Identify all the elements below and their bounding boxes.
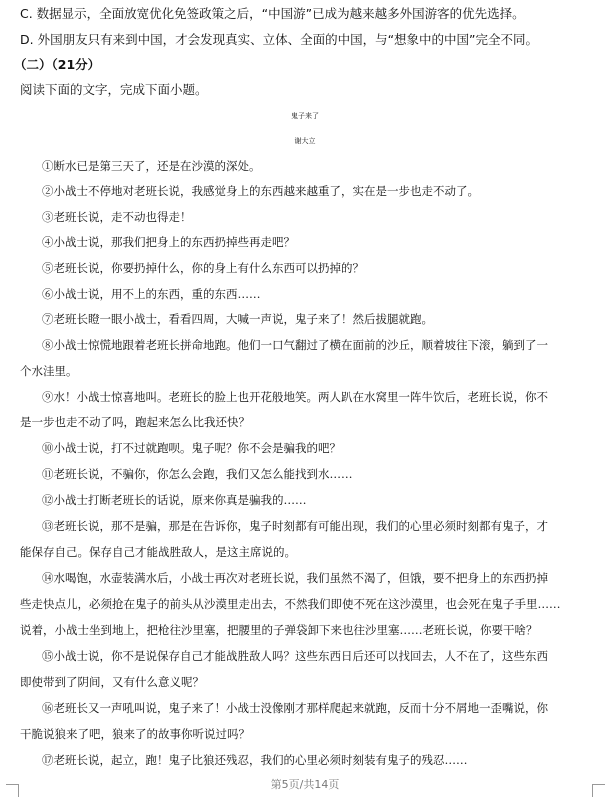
story-line-17: ⑰老班长说，起立，跑！鬼子比狼还残忍，我们的心里必须时刻装有鬼子的残忍…… — [42, 753, 468, 767]
story-line-9: ⑨水！小战士惊喜地叫。老班长的脸上也开花般地笑。两人趴在水窝里一阵牛饮后，老班长说，你不 — [42, 390, 548, 404]
story-line-12: ⑫小战士打断老班长的话说，原来你真是骗我的…… — [42, 493, 307, 507]
crop-mark-right — [592, 784, 605, 797]
story-line-8: ⑧小战士惊慌地跟着老班长拼命地跑。他们一口气翻过了横在面前的沙丘，顺着坡往下滚，躺到了一 — [42, 338, 548, 352]
story-line-9-cont: 是一步也走不动了吗，跑起来怎么比我还快？ — [20, 415, 250, 429]
story-line-1: ①断水已是第三天了，还是在沙漠的深处。 — [42, 159, 261, 173]
story-line-16: ⑯老班长又一声吼叫说，鬼子来了！小战士没像刚才那样爬起来就跑，反而十分不屑地一歪嘴说，你 — [42, 701, 548, 715]
story-title: 鬼子来了 — [291, 112, 319, 120]
story-line-4: ④小战士说，那我们把身上的东西扔掉些再走吧？ — [42, 235, 295, 249]
story-line-15: ⑮小战士说，你不是说保存自己才能战胜敌人吗？这些东西日后还可以找回去，人不在了，这些东西 — [42, 649, 548, 663]
story-line-6: ⑥小战士说，用不上的东西，重的东西…… — [42, 287, 261, 301]
story-author: 谢大立 — [294, 137, 316, 145]
page-number: 第5页/共14页 — [270, 778, 340, 791]
story-line-3: ③老班长说，走不动也得走！ — [42, 210, 192, 224]
section-instruction: 阅读下面的文字，完成下面小题。 — [20, 82, 208, 97]
story-line-5: ⑤老班长说，你要扔掉什么，你的身上有什么东西可以扔掉的？ — [42, 261, 364, 275]
story-line-14-cont-b: 说着，小战士坐到地上，把枪往沙里塞，把腰里的子弹袋卸下来也往沙里塞……老班长说，你要干啥？ — [20, 623, 538, 637]
section-heading: （二）（21分） — [14, 57, 101, 72]
story-line-11: ⑪老班长说，不骗你，你怎么会跑，我们又怎么能找到水…… — [42, 467, 353, 481]
crop-mark-left — [6, 784, 19, 797]
story-line-16-cont: 干脆说狼来了吧，狼来了的故事你听说过吗？ — [20, 727, 250, 741]
story-line-14: ⑭水喝饱，水壶装满水后，小战士再次对老班长说，我们虽然不渴了，但饿，要不把身上的东西扔掉 — [42, 571, 548, 585]
story-line-15-cont: 即使带到了阴间，又有什么意义呢？ — [20, 675, 204, 689]
story-line-7: ⑦老班长瞪一眼小战士，看看四周，大喊一声说，鬼子来了！然后拔腿就跑。 — [42, 312, 433, 326]
story-line-10: ⑩小战士说，打不过就跑呗。鬼子呢？你不会是骗我的吧？ — [42, 441, 341, 455]
story-line-14-cont-a: 些走快点儿，必须抢在鬼子的前头从沙漠里走出去，不然我们即使不死在这沙漠里，也会死在鬼子手里…… — [20, 597, 561, 611]
option-c: C. 数据显示，全面放宽优化免签政策之后，“中国游”已成为越来越多外国游客的优先选择。 — [20, 6, 525, 21]
story-line-2: ②小战士不停地对老班长说，我感觉身上的东西越来越重了，实在是一步也走不动了。 — [42, 184, 479, 198]
story-line-13-cont: 能保存自己。保存自己才能战胜敌人，是这主席说的。 — [20, 545, 296, 559]
story-line-13: ⑬老班长说，那不是骗，那是在告诉你，鬼子时刻都有可能出现，我们的心里必须时刻都有鬼子，才 — [42, 519, 548, 533]
story-line-8-cont: 个水洼里。 — [20, 364, 78, 378]
option-d: D. 外国朋友只有来到中国，才会发现真实、立体、全面的中国，与“想象中的中国”完全不同。 — [20, 32, 539, 47]
